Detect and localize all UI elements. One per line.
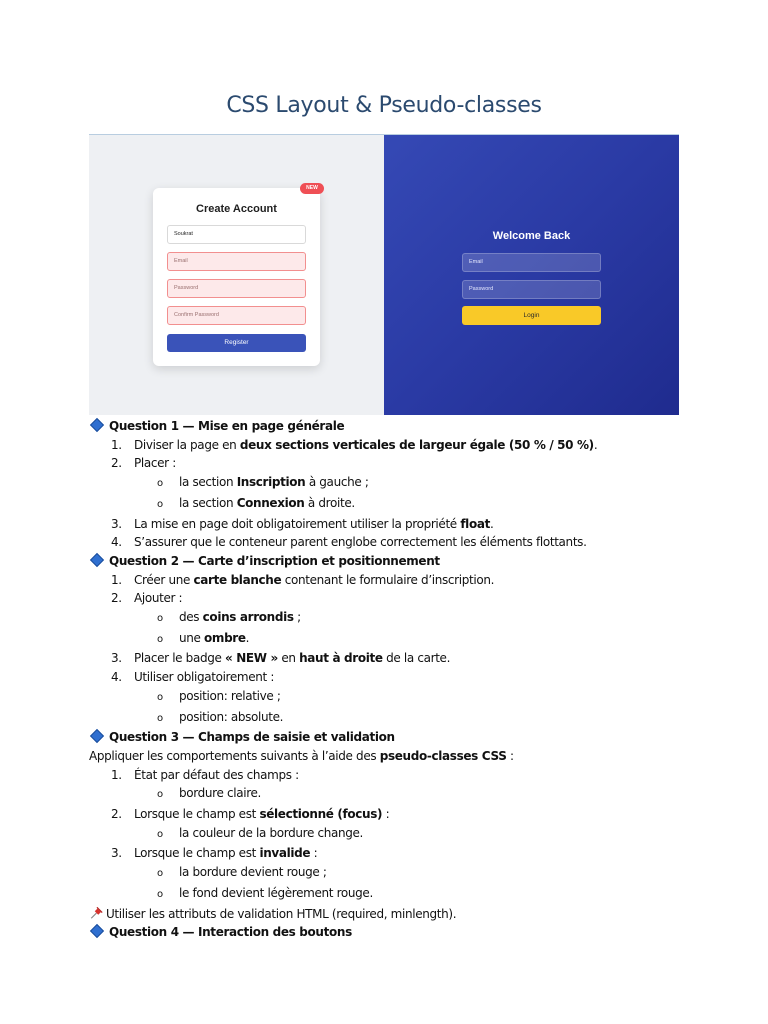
register-email-field[interactable]: Email xyxy=(167,252,306,271)
list-item: 3. Placer le badge « NEW » en haut à droite de la carte. xyxy=(111,651,451,666)
question-3-intro: Appliquer les comportements suivants à l’aide des pseudo-classes CSS : xyxy=(89,748,514,763)
list-item: 2. Lorsque le champ est sélectionné (focus) : xyxy=(111,807,390,822)
sub-list-item: o la section Connexion à droite. xyxy=(157,495,355,510)
list-item: 3. La mise en page doit obligatoirement utiliser la propriété float. xyxy=(111,516,494,531)
sub-list-item: o des coins arrondis ; xyxy=(157,610,301,625)
layout-screenshot xyxy=(89,134,679,415)
register-password-field[interactable]: Password xyxy=(167,279,306,298)
sub-list-item: o une ombre. xyxy=(157,630,250,645)
name-field[interactable]: Soukrat xyxy=(167,225,306,244)
list-item: 2. Ajouter : xyxy=(111,591,183,606)
list-item: 3. Lorsque le champ est invalide : xyxy=(111,846,318,861)
sub-list-item: o la section Inscription à gauche ; xyxy=(157,475,369,490)
diamond-icon xyxy=(90,418,104,432)
list-item: 1. Diviser la page en deux sections verticales de largeur égale (50 % / 50 %). xyxy=(111,437,598,452)
list-item: 1. Créer une carte blanche contenant le formulaire d’inscription. xyxy=(111,572,495,587)
exercise-text xyxy=(89,417,729,942)
login-section xyxy=(384,135,679,415)
login-title: Welcome Back xyxy=(492,230,571,242)
register-card xyxy=(153,185,320,366)
sub-list-item: o la couleur de la bordure change. xyxy=(157,825,363,840)
sub-list-item: o position: relative ; xyxy=(157,688,281,703)
diamond-icon xyxy=(90,729,104,743)
diamond-icon xyxy=(90,553,104,567)
confirm-password-field[interactable]: Confirm Password xyxy=(167,306,306,325)
list-item: 4. S’assurer que le conteneur parent englobe correctement les éléments flottants. xyxy=(111,535,587,550)
login-password-field[interactable]: Password xyxy=(462,280,601,299)
register-section xyxy=(89,135,384,415)
question-2-heading: Question 2 — Carte d’inscription et positionnement xyxy=(89,552,729,571)
register-button[interactable]: Register xyxy=(167,334,306,352)
sub-list-item: o bordure claire. xyxy=(157,786,262,801)
question-1-heading: Question 1 — Mise en page générale xyxy=(89,417,729,436)
diamond-icon xyxy=(90,924,104,938)
login-email-field[interactable]: Email xyxy=(462,253,601,272)
page-title: CSS Layout & Pseudo-classes xyxy=(226,93,542,118)
validation-note: Utiliser les attributs de validation HTML (required, minlength). xyxy=(89,905,729,924)
question-4-heading: Question 4 — Interaction des boutons xyxy=(89,923,729,942)
question-3-heading: Question 3 — Champs de saisie et validation xyxy=(89,728,729,747)
list-item: 4. Utiliser obligatoirement : xyxy=(111,670,275,685)
new-badge: NEW xyxy=(300,183,324,194)
list-item: 1. État par défaut des champs : xyxy=(111,767,299,782)
sub-list-item: o la bordure devient rouge ; xyxy=(157,865,327,880)
pushpin-icon xyxy=(89,906,104,920)
list-item: 2. Placer : xyxy=(111,456,176,471)
register-title: Create Account xyxy=(196,203,277,215)
sub-list-item: o le fond devient légèrement rouge. xyxy=(157,885,373,900)
login-button[interactable]: Login xyxy=(462,306,601,325)
sub-list-item: o position: absolute. xyxy=(157,709,284,724)
